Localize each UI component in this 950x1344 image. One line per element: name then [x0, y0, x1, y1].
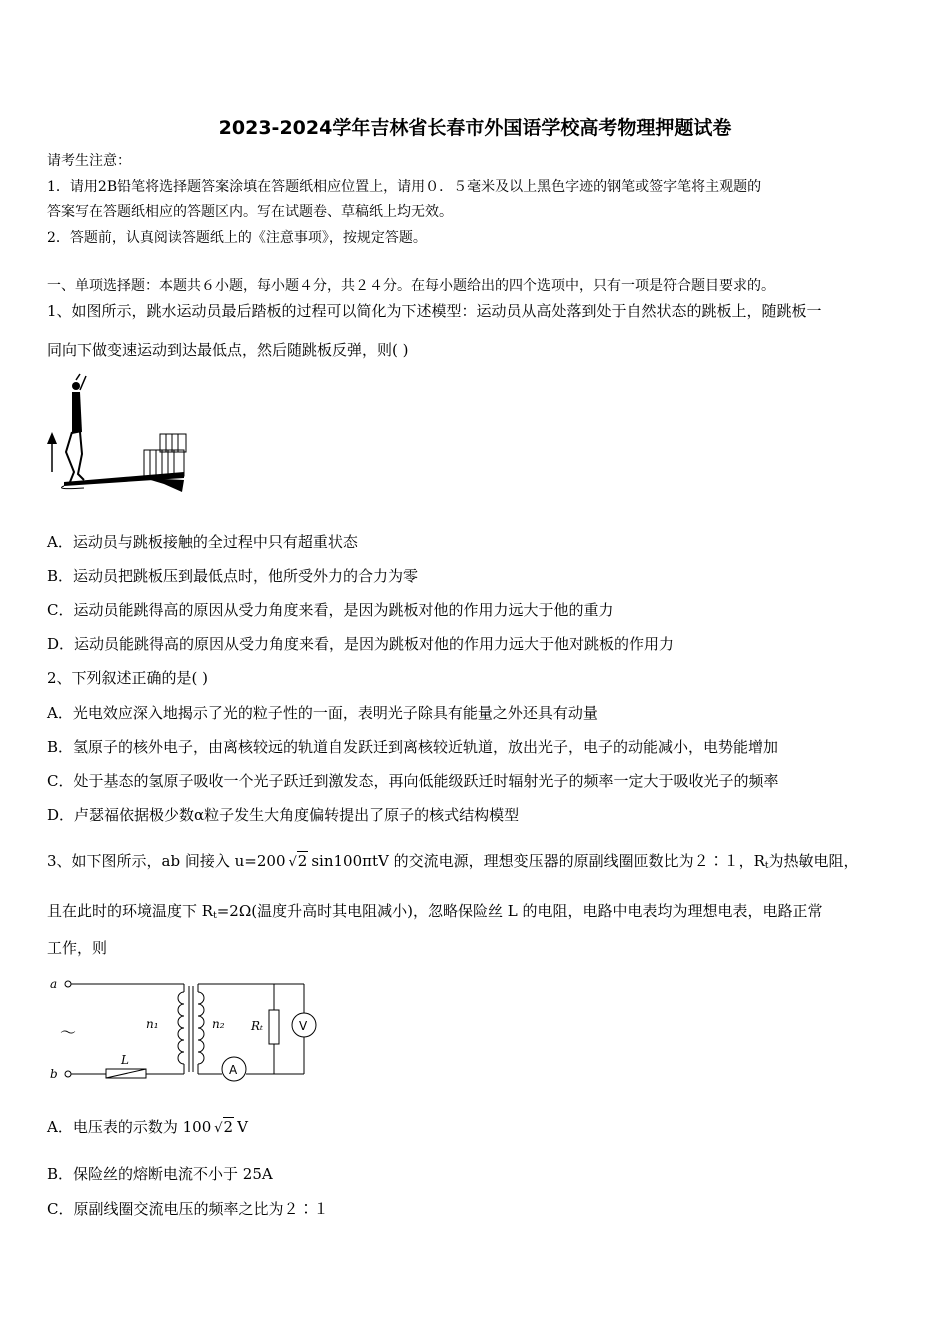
- voltmeter-label: V: [299, 1019, 308, 1033]
- section-heading: 一、单项选择题：本题共６小题，每小题４分，共２４分。在每小题给出的四个选项中，只有一项是符合题目要求的。: [47, 278, 775, 294]
- thermistor: [269, 1010, 279, 1044]
- subscript-t: t: [213, 911, 217, 921]
- n1-label: n₁: [146, 1017, 159, 1031]
- q3-option-a-pre: A．电压表的示数为 100: [47, 1118, 212, 1136]
- transformer-circuit-diagram: [46, 972, 331, 1087]
- q3-option-a: [47, 1117, 248, 1139]
- terminal-a-label: a: [50, 977, 58, 991]
- page-title: 2023-2024学年吉林省长春市外国语学校高考物理押题试卷: [218, 117, 732, 139]
- q1-option-c: C．运动员能跳得高的原因从受力角度来看，是因为跳板对他的作用力远大于他的重力: [47, 601, 614, 619]
- q3-stem-b-post: =2Ω(温度升高时其电阻减小)，忽略保险丝 L 的电阻，电路中电表均为理想电表，电路正常: [216, 902, 823, 920]
- q1-stem: 1、如图所示，跳水运动员最后踏板的过程可以简化为下述模型：运动员从高处落到处于自然状态的跳板上，随跳板一: [47, 302, 822, 320]
- q1-option-d: D．运动员能跳得高的原因从受力角度来看，是因为跳板对他的作用力远大于他对跳板的作用力: [47, 635, 675, 653]
- q1-stem-cont: 同向下做变速运动到达最低点，然后随跳板反弹，则( ): [47, 341, 409, 359]
- q3-stem-mid: sin100πtV 的交流电源，理想变压器的原副线圈匝数比为２∶１，R: [311, 852, 765, 870]
- subscript-t: t: [764, 861, 769, 871]
- ac-source-icon: ～: [60, 1023, 77, 1042]
- notice-heading: 请考生注意：: [47, 153, 131, 169]
- sqrt-symbol: √2: [288, 852, 308, 870]
- q3-option-c: C．原副线圈交流电压的频率之比为２∶１: [47, 1200, 329, 1218]
- q2-option-b: B．氢原子的核外电子，由离核较远的轨道自发跃迁到离核较近轨道，放出光子，电子的动能减小，电势能增加: [47, 738, 779, 756]
- q3-option-b: B．保险丝的熔断电流不小于 25A: [47, 1165, 273, 1183]
- q2-option-c: C．处于基态的氢原子吸收一个光子跃迁到激发态，再向低能级跃迁时辐射光子的频率一定大于吸收光子的频率: [47, 772, 779, 790]
- q3-stem-b-pre: 且在此时的环境温度下 R: [47, 902, 214, 920]
- q1-option-a: A．运动员与跳板接触的全过程中只有超重状态: [47, 533, 358, 551]
- q1-option-b: B．运动员把跳板压到最低点时，他所受外力的合力为零: [47, 567, 419, 585]
- sqrt-radicand: 2: [297, 852, 308, 870]
- fuse-label: L: [121, 1053, 129, 1067]
- rt-label: Rₜ: [251, 1019, 263, 1033]
- ammeter-label: A: [229, 1063, 238, 1077]
- sqrt-radicand: 2: [223, 1118, 234, 1136]
- q3-stem-post: 为热敏电阻，: [768, 852, 859, 870]
- q3-stem-end: 工作，则: [47, 939, 108, 957]
- q2-option-a: A．光电效应深入地揭示了光的粒子性的一面，表明光子除具有能量之外还具有动量: [47, 704, 598, 722]
- diver-springboard-figure: [44, 372, 194, 507]
- q3-stem-cont: [47, 901, 822, 926]
- q2-option-d: D．卢瑟福依据极少数α粒子发生大角度偏转提出了原子的核式结构模型: [47, 806, 520, 824]
- n2-label: n₂: [212, 1017, 225, 1031]
- primary-coil: [178, 992, 184, 1064]
- terminal-b-label: b: [50, 1067, 58, 1081]
- notice-item-2: 2．答题前，认真阅读答题纸上的《注意事项》，按规定答题。: [47, 230, 427, 246]
- notice-item-1: 1．请用2B铅笔将选择题答案涂填在答题纸相应位置上，请用０．５毫米及以上黑色字迹的钢笔或签字笔将主观题的: [47, 179, 762, 195]
- q3-option-a-post: V: [237, 1118, 248, 1136]
- notice-item-1-cont: 答案写在答题纸相应的答题区内。写在试题卷、草稿纸上均无效。: [47, 204, 453, 220]
- sqrt-symbol: √2: [214, 1118, 234, 1136]
- secondary-coil: [198, 992, 204, 1064]
- q3-stem-pre: 3、如下图所示，ab 间接入 u=200: [47, 852, 286, 870]
- q2-stem: 2、下列叙述正确的是( ): [47, 669, 209, 687]
- q3-stem: [47, 851, 859, 876]
